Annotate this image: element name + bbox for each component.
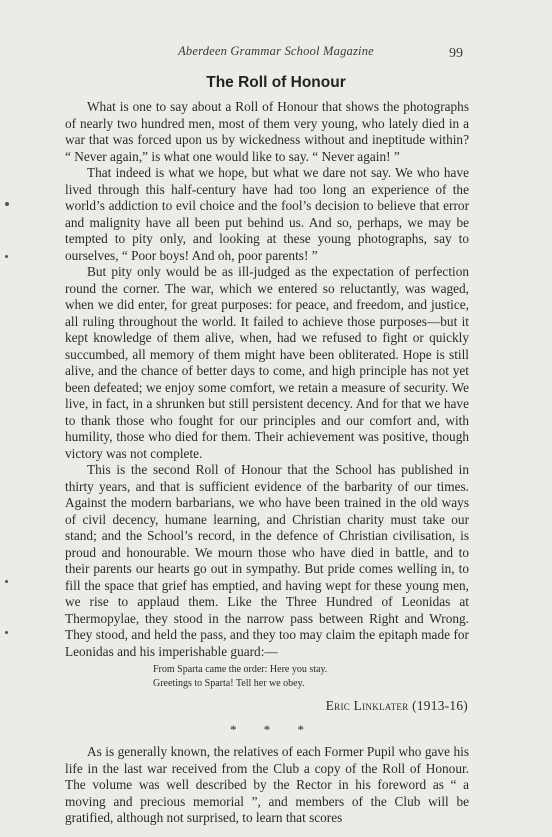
article-body — [65, 99, 469, 827]
epitaph-line: From Sparta came the order: Here you stay. — [153, 664, 328, 675]
closing-paragraph: As is generally known, the relatives of each Former Pupil who gave his life in the last war received from the Club a copy of the Roll of Honour. The volume was well described by the Rector in his foreword as “ a moving and precious memorial ”, and members of the Club will be gratified, although not surprised, to learn that scores — [65, 744, 469, 825]
paragraph: That indeed is what we hope, but what we dare not say. We who have lived through this half-century have had too long an experience of the world’s addiction to evil choice and the fool’s decision to believe that error and malignity have all been put behind us. And so, perhaps, we may be tempted to pity only, and looking at these young photographs, say to ourselves, “ Poor boys! And oh, poor parents! ” — [65, 165, 469, 263]
paragraph: This is the second Roll of Honour that the School has published in thirty years, and that is sufficient evidence of the barbarity of our times. Against the modern barbarians, we who have been trained in the old ways of civil decency, humane learning, and Christian charity must take our stand; and the School’s record, in the defence of Christian civilisation, is proud and honourable. We mourn those who have died in battle, and to their parents our hearts go out in sympathy. But pride comes welling in, to fill the space that grief has emptied, and having wept for these young men, we rise to applaud them. Like the Three Hundred of Leonidas at Thermopylae, they stood in the narrow pass between Right and Wrong. They stood, and held the pass, and they too may claim the epitaph made for Leonidas and his imperishable guard:— — [65, 462, 469, 659]
section-separator: * * * — [230, 721, 304, 737]
margin-mark — [5, 255, 8, 258]
running-title: Aberdeen Grammar School Magazine — [178, 44, 374, 58]
margin-mark — [5, 202, 9, 206]
paragraph: What is one to say about a Roll of Honour that shows the photographs of nearly two hundred men, most of them very young, who lately died in a war that was forced upon us by wickedness without and ineptitude within? “ Never again,” is what one would like to say. “ Never again! ” — [65, 99, 469, 164]
paragraph: But pity only would be as ill-judged as the expectation of perfection round the corner. The war, which we entered so reluctantly, was waged, when we did enter, for great purposes: for peace, and freedom, and justice, all ruling throughout the world. It failed to achieve those purposes—but it kept knowledge of them alive, when, had we refused to fight or quickly succumbed, all memory of them might have been obliterated. Hope is still alive, and the chance of better days to come, and high principle has not yet been defeated; we enjoy some comfort, we retain a measure of security. We live, in fact, in a shrunken but still persistent decency. And for that we have to thank those who fought for our principles and our comfort and, with humility, those who died for them. Their achievement was positive, though victory was not complete. — [65, 264, 469, 461]
epitaph-line: Greetings to Sparta! Tell her we obey. — [153, 677, 305, 689]
epitaph-quote — [153, 663, 469, 690]
margin-mark — [5, 580, 8, 583]
article-title: The Roll of Honour — [206, 74, 346, 91]
author-signature: Eric Linklater (1913-16) — [325, 698, 468, 713]
margin-mark — [5, 631, 8, 634]
page-number: 99 — [449, 46, 463, 61]
